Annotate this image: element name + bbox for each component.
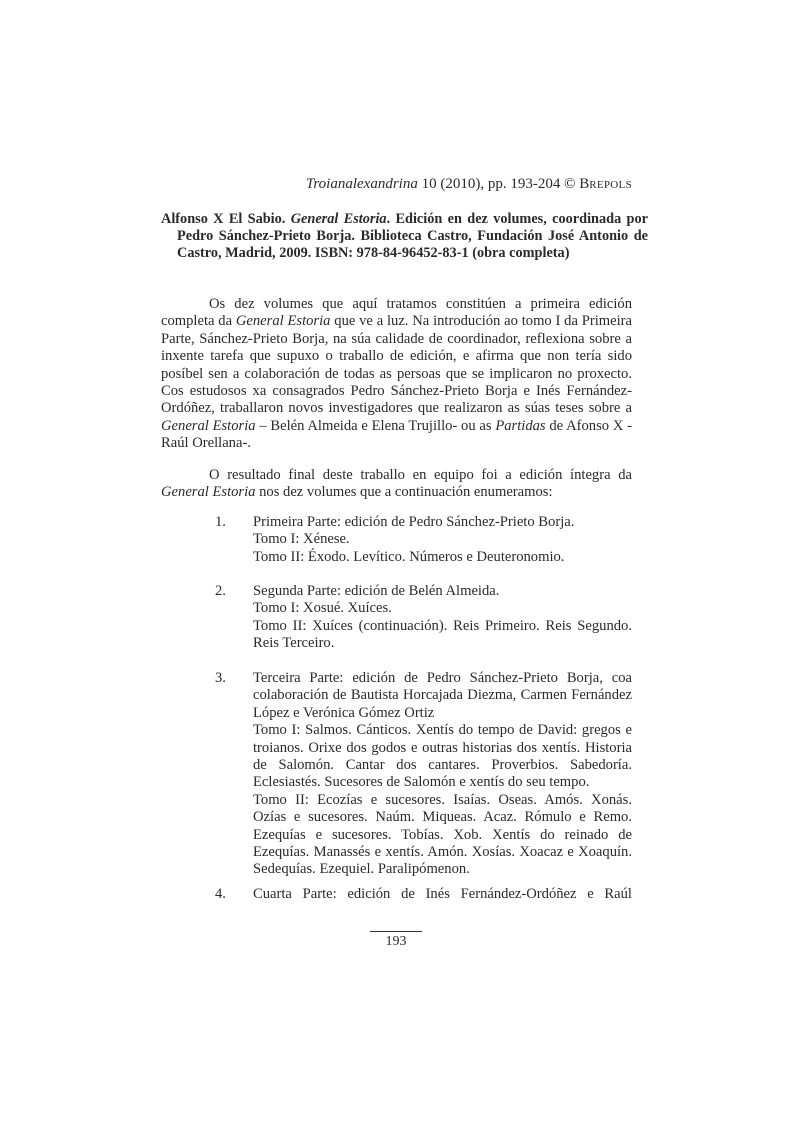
volume-line: Tomo II: Xuíces (continuación). Reis Primeiro. Reis Segundo. Reis Terceiro. <box>253 617 632 652</box>
volume-tome-1: Tomo I: Salmos. Cánticos. Xentís do tempo de David: gregos e troianos. Orixe dos godos e outras historias dos xentís. Historia de Salomón. Cantar dos cantares. Proverbios. Sabedoría. Eclesiastés. Sucesores de Salomón e xentís do seu tempo. <box>253 722 632 791</box>
volume-item <box>161 670 632 879</box>
text-run: nos dez volumes que a continuación enumeramos: <box>255 484 553 501</box>
bib-author: Alfonso X El Sabio. <box>161 211 291 227</box>
volume-item <box>161 583 632 653</box>
volume-number: 2. <box>215 583 226 599</box>
volume-number: 3. <box>215 670 226 686</box>
volume-tome-2: Tomo II: Ecozías e sucesores. Isaías. Oseas. Amós. Xonás. Ozías e sucesores. Naúm. Miqueas. Acaz. Rómulo e Remo. Ezequías e sucesores. Tobías. Xob. Xentís do reinado de Ezequías. Manassés e xentís. Amón. Xosías. Xoacaz e Xoaquín. Sedequías. Ezequiel. Paralipómenon. <box>253 791 632 878</box>
italic-run: General Estoria <box>161 417 256 434</box>
italic-run: General Estoria <box>161 484 256 501</box>
volume-item <box>161 886 632 903</box>
volume-intro: Terceira Parte: edición de Pedro Sánchez-Prieto Borja, coa colaboración de Bautista Horcajada Diezma, Carmen Fernández López e Verónica Gómez Ortiz <box>253 670 632 721</box>
volume-line: Tomo I: Xénese. <box>253 531 350 548</box>
volume-line: Primeira Parte: edición de Pedro Sánchez-Prieto Borja. <box>253 514 575 530</box>
folio-rule <box>370 931 422 932</box>
volume-line: Tomo I: Xosué. Xuíces. <box>253 600 392 617</box>
paragraph-intro <box>161 296 632 453</box>
paragraph-result <box>161 467 632 502</box>
bibliographic-entry <box>161 211 648 263</box>
text-run: O resultado final deste traballo en equipo foi a edición íntegra da <box>209 467 632 483</box>
italic-run: Partidas <box>495 417 546 434</box>
citation: 10 (2010), pp. 193-204 © <box>417 176 580 192</box>
volume-number: 1. <box>215 514 226 530</box>
publisher-smallcaps: REPOLS <box>589 179 632 191</box>
volume-line: Tomo II: Éxodo. Levítico. Números e Deuteronomio. <box>253 548 565 565</box>
page-number: 193 <box>385 934 407 949</box>
italic-run: General Estoria <box>235 313 331 330</box>
text-run: de Afonso X -Raúl Orellana-. <box>161 417 632 452</box>
text-run: – Belén Almeida e Elena Trujillo- ou as <box>255 417 496 434</box>
volume-number: 4. <box>215 886 226 902</box>
running-header <box>306 176 632 193</box>
volume-line: Cuarta Parte: edición de Inés Fernández-Ordóñez e Raúl <box>253 886 632 902</box>
publisher-initial: B <box>579 176 590 192</box>
journal-title: Troianalexandrina <box>305 176 418 192</box>
text-run: Os dez volumes que aquí tratamos constitúen a primeira edición completa da <box>161 296 632 330</box>
bib-details: . Edición en dez volumes, coordinada por Pedro Sánchez-Prieto Borja. Biblioteca Castro, Fundación José Antonio de Castro, Madrid, 2009. ISBN: 978-84-96452-83-1 (obra completa) <box>177 211 648 262</box>
volume-item <box>161 514 632 566</box>
text-run: que ve a luz. Na introdución ao tomo I da Primeira Parte, Sánchez-Prieto Borja, na súa calidade de coordinador, reflexiona sobre a inxente tarefa que supuxo o traballo de edición, e afirma que non tería sido posíbel sen a colaboración de todas as persoas que se implicaron no proxecto. Cos estudosos xa consagrados Pedro Sánchez-Prieto Borja e Inés Fernández-Ordóñez, traballaron novos investigadores que realizaron as súas teses sobre a <box>161 313 632 417</box>
volume-line: Segunda Parte: edición de Belén Almeida. <box>253 583 500 599</box>
bib-title: General Estoria <box>290 211 387 227</box>
